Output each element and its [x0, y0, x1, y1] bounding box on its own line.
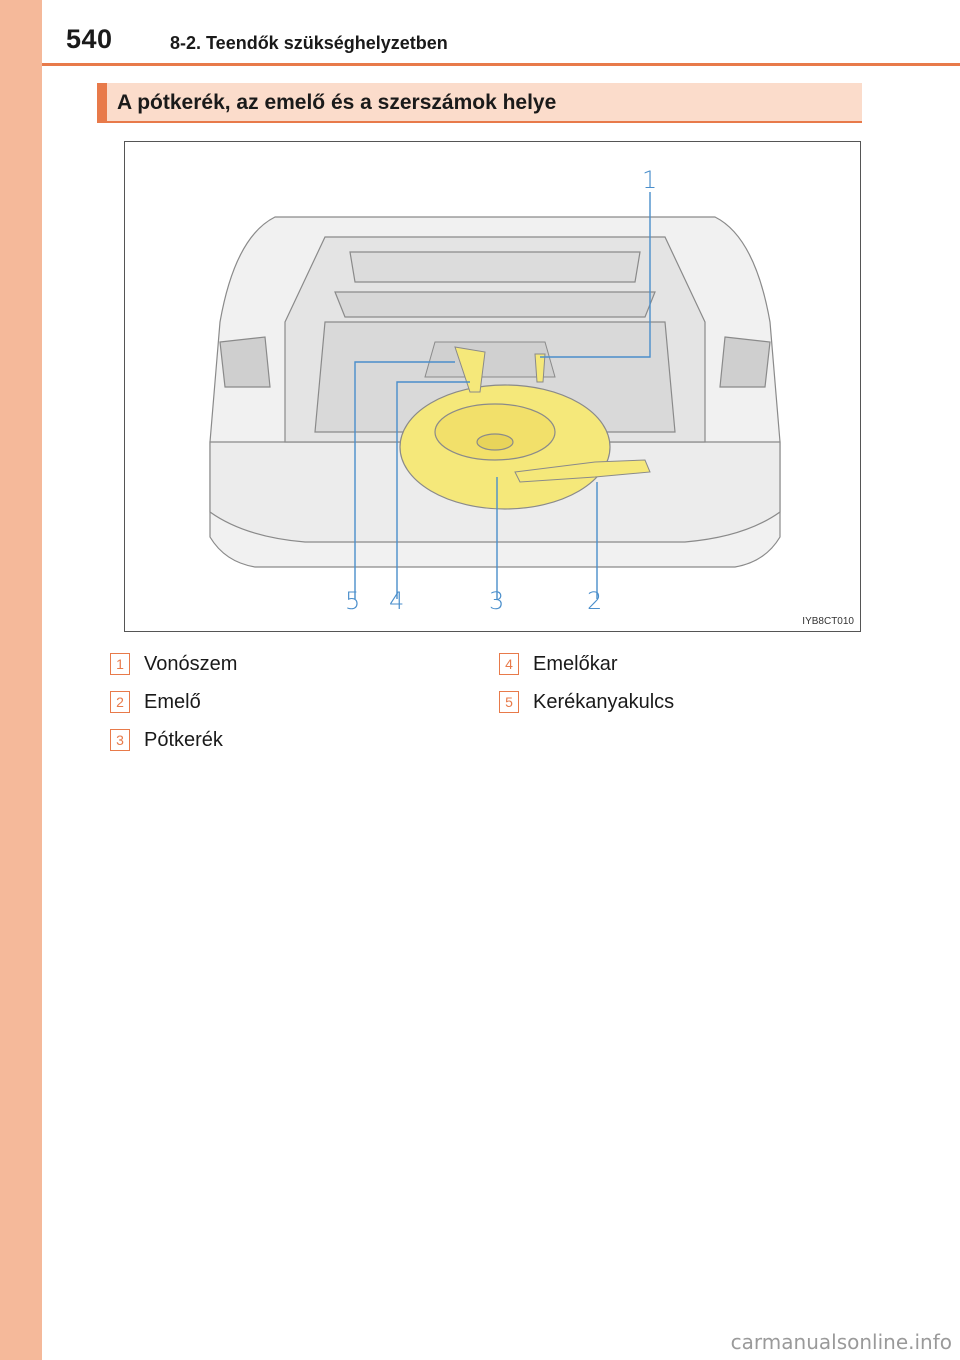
callout-3: 3 [489, 587, 505, 615]
callout-2: 2 [587, 587, 603, 615]
legend-item [110, 726, 223, 754]
illustration-frame [124, 141, 861, 632]
legend-number: 2 [110, 691, 130, 713]
legend-number: 5 [499, 691, 519, 713]
figure-code: IYB8CT010 [802, 616, 854, 627]
callout-5: 5 [345, 587, 361, 615]
page-number: 540 [66, 24, 113, 54]
legend-item [499, 688, 674, 716]
legend-number: 3 [110, 729, 130, 751]
watermark: carmanualsonline.info [730, 1330, 952, 1354]
legend-item [110, 650, 237, 678]
legend-label: Emelő [144, 690, 201, 713]
callout-4: 4 [389, 587, 405, 615]
side-tab-band [0, 0, 42, 1360]
car-trunk-illustration [125, 142, 861, 632]
header-rule [42, 63, 960, 66]
section-title: 8-2. Teendők szükséghelyzetben [170, 33, 448, 53]
legend-label: Kerékanyakulcs [533, 690, 675, 713]
callout-1: 1 [642, 166, 658, 194]
legend-number: 1 [110, 653, 130, 675]
topic-accent-bar [97, 83, 107, 121]
legend-item [499, 650, 617, 678]
legend-label: Pótkerék [144, 728, 223, 751]
topic-title: A pótkerék, az emelő és a szerszámok helye [117, 91, 557, 114]
page-header [42, 0, 960, 70]
topic-heading [97, 83, 862, 123]
legend-number: 4 [499, 653, 519, 675]
legend-label: Vonószem [144, 652, 238, 675]
legend-label: Emelőkar [533, 652, 618, 675]
legend-item [110, 688, 201, 716]
